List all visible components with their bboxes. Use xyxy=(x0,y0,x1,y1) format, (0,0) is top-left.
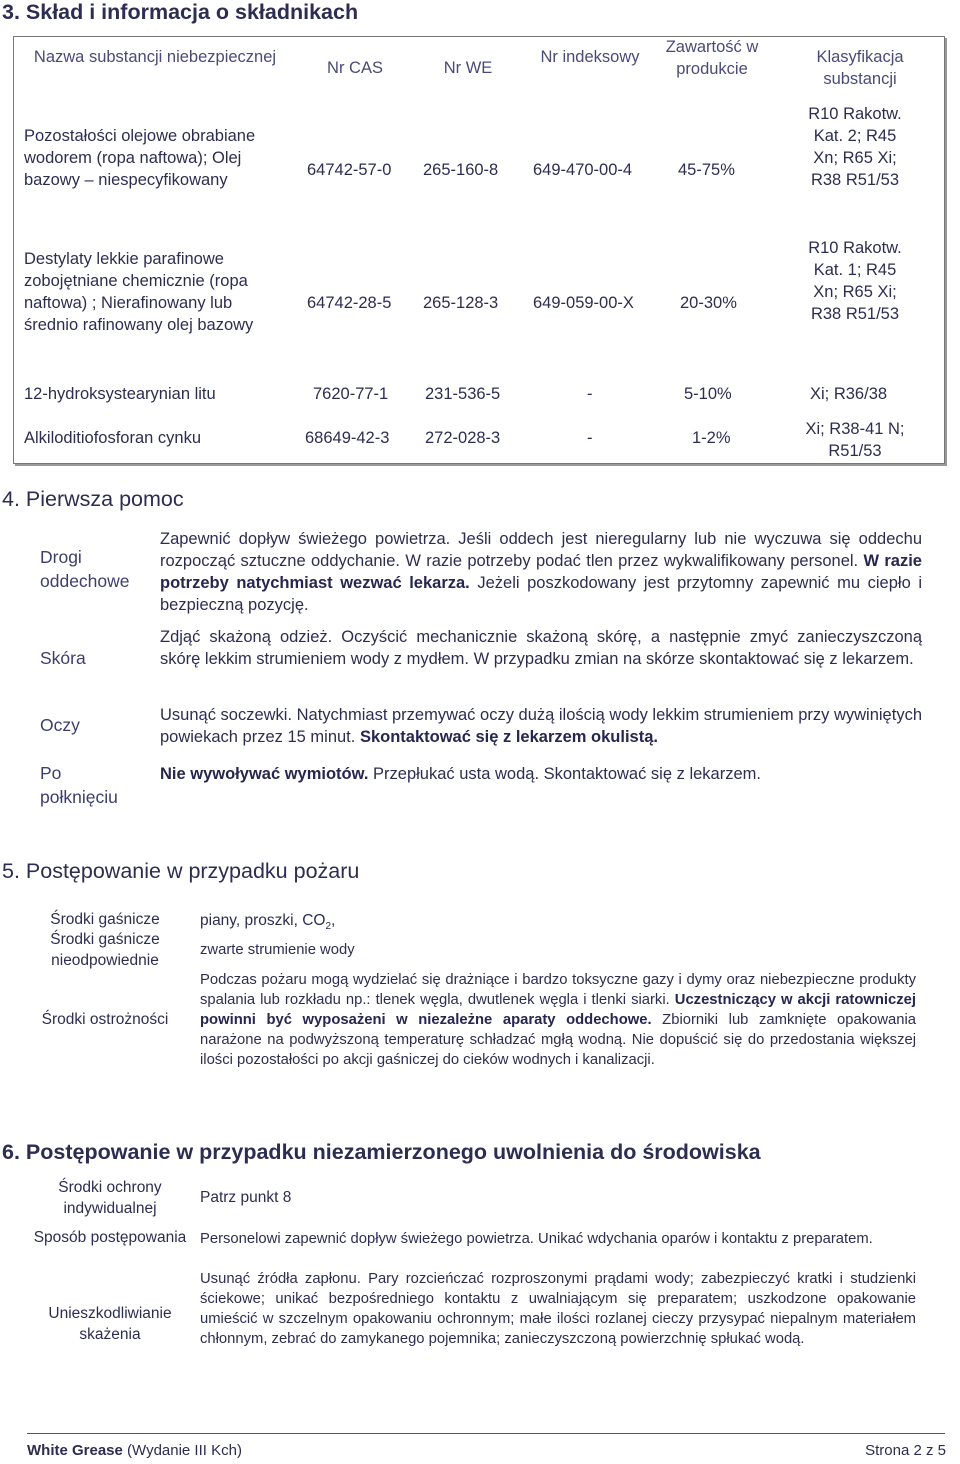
row4-cas: 68649-42-3 xyxy=(305,429,390,447)
header-we: Nr WE xyxy=(443,59,493,77)
text-personal-protection: Patrz punkt 8 xyxy=(200,1189,292,1206)
row1-classification: R10 Rakotw. Kat. 2; R45 Xn; R65 Xi; R38 R51/53 xyxy=(808,105,902,189)
first-aid-text-respiratory: Zapewnić dopływ świeżego powietrza. Jeśli oddech jest nieregularny lub nie wyczuwa się oddechu rozpocząć sztuczne oddychanie. W razie potrzeby podać tlen przez wykwalifikowany personel. W razie potrzeby natychmiast wezwać lekarza. Jeżeli poszkodowany jest przytomny zapewnić mu ciepło i bezpieczną pozycję. xyxy=(160,530,922,614)
row1-content: 45-75% xyxy=(678,161,735,179)
first-aid-label-skin: Skóra xyxy=(40,648,86,668)
section-3-title: 3. Skład i informacja o składnikach xyxy=(2,0,359,24)
text-fire-precautions: Podczas pożaru mogą wydzielać się drażniące i bardzo toksyczne gazy i dymy oraz niebezpieczne produkty spalania lub rozkładu np.: tlenek węgla, dwutlenek węgla i tlenki siarki. Uczestniczący w akcji ratowniczej powinni być wyposażeni w niezależne aparaty oddechowe. Zbiorniki lub zamknięte opakowania narażone na podwyższoną temperaturę schładzać mgłą wodną. Nie dopuścić się do przedostania większej ilości pozostałości po akcji gaśniczej do cieków wodnych i kanalizacji. xyxy=(200,972,917,1068)
row4-index: - xyxy=(587,429,593,447)
row3-index: - xyxy=(587,385,593,403)
row3-substance-name: 12-hydroksystearynian litu xyxy=(24,385,216,403)
row2-cas: 64742-28-5 xyxy=(307,294,392,312)
row2-substance-name: Destylaty lekkie parafinowe zobojętniane chemicznie (ropa naftowa) ; Nierafinowany lub średnio rafinowany olej bazowy xyxy=(24,250,254,334)
section-4-title: 4. Pierwsza pomoc xyxy=(2,487,184,511)
first-aid-text-skin: Zdjąć skażoną odzież. Oczyścić mechanicznie skażoną skórę, a następnie zmyć zanieczyszczoną skórę lekkim strumieniem wody z mydłem. W przypadku zmian na skórze skontaktować się z lekarzem. xyxy=(160,628,922,668)
row4-classification: Xi; R38-41 N; R51/53 xyxy=(805,420,905,460)
first-aid-label-eyes: Oczy xyxy=(40,715,80,735)
row2-index: 649-059-00-X xyxy=(533,294,634,312)
section-6-title: 6. Postępowanie w przypadku niezamierzonego uwolnienia do środowiska xyxy=(2,1140,761,1164)
row1-we: 265-160-8 xyxy=(423,161,499,179)
row3-classification: Xi; R36/38 xyxy=(810,385,888,403)
row3-content: 5-10% xyxy=(684,385,732,403)
label-extinguishing-media: Środki gaśnicze xyxy=(50,911,160,928)
row1-index: 649-470-00-4 xyxy=(533,161,633,179)
section-5-title: 5. Postępowanie w przypadku pożaru xyxy=(2,859,360,883)
row1-substance-name: Pozostałości olejowe obrabiane wodorem (ropa naftowa); Olej bazowy – niespecyfikowany xyxy=(24,127,256,189)
row3-cas: 7620-77-1 xyxy=(313,385,389,403)
first-aid-label-respiratory: Drogi oddechowe xyxy=(40,547,130,591)
first-aid-text-ingestion: Nie wywoływać wymiotów. Przepłukać usta wodą. Skontaktować się z lekarzem. xyxy=(160,765,761,783)
header-content: Zawartość w produkcie xyxy=(665,38,759,78)
header-index: Nr indeksowy xyxy=(540,48,640,66)
label-unsuitable-media: Środki gaśnicze nieodpowiednie xyxy=(50,931,160,969)
row3-we: 231-536-5 xyxy=(425,385,501,403)
header-substance-name: Nazwa substancji niebezpiecznej xyxy=(33,48,277,66)
row2-content: 20-30% xyxy=(680,294,737,312)
label-personal-protection: Środki ochrony indywidualnej xyxy=(58,1179,162,1217)
footer-product: White Grease (Wydanie III Kch) xyxy=(27,1442,242,1459)
row4-we: 272-028-3 xyxy=(425,429,501,447)
text-procedure: Personelowi zapewnić dopływ świeżego powietrza. Unikać wdychania oparów i kontaktu z preparatem. xyxy=(200,1231,873,1247)
header-classification: Klasyfikacja substancji xyxy=(816,48,904,88)
footer-page-number: Strona 2 z 5 xyxy=(865,1442,946,1459)
row2-classification: R10 Rakotw. Kat. 1; R45 Xn; R65 Xi; R38 R51/53 xyxy=(808,239,902,323)
footer-divider xyxy=(27,1433,945,1434)
text-neutralization: Usunąć źródła zapłonu. Pary rozcieńczać rozproszonymi prądami wody; zabezpieczyć kratki i studzienki ściekowe; unikać bezpośredniego kontaktu z uwalniającym się preparatem; uszkodzone opakowanie umieścić w szczelnym opakowaniu ochronnym; małe ilości rozlanej cieczy przysypać niepalnym materiałem chłonnym, zebrać do zamykanego pojemnika; zanieczyszczoną powierzchnię spłukać wodą. xyxy=(200,1271,916,1347)
row4-content: 1-2% xyxy=(692,429,731,447)
row2-we: 265-128-3 xyxy=(423,294,499,312)
label-neutralization: Unieszkodliwianie skażenia xyxy=(48,1305,172,1343)
header-cas: Nr CAS xyxy=(327,59,383,77)
first-aid-text-eyes: Usunąć soczewki. Natychmiast przemywać oczy dużą ilością wody lekkim strumieniem przy wywiniętych powiekach przez 15 minut. Skontaktować się z lekarzem okulistą. xyxy=(160,706,922,746)
label-precautions: Środki ostrożności xyxy=(41,1011,169,1028)
row4-substance-name: Alkiloditiofosforan cynku xyxy=(24,429,202,447)
text-extinguishing-media: piany, proszki, $CO_2$, xyxy=(200,912,336,933)
text-unsuitable-media: zwarte strumienie wody xyxy=(200,942,355,958)
label-procedure: Sposób postępowania xyxy=(33,1229,187,1246)
row1-cas: 64742-57-0 xyxy=(307,161,392,179)
first-aid-label-ingestion: Po połknięciu xyxy=(40,763,118,807)
